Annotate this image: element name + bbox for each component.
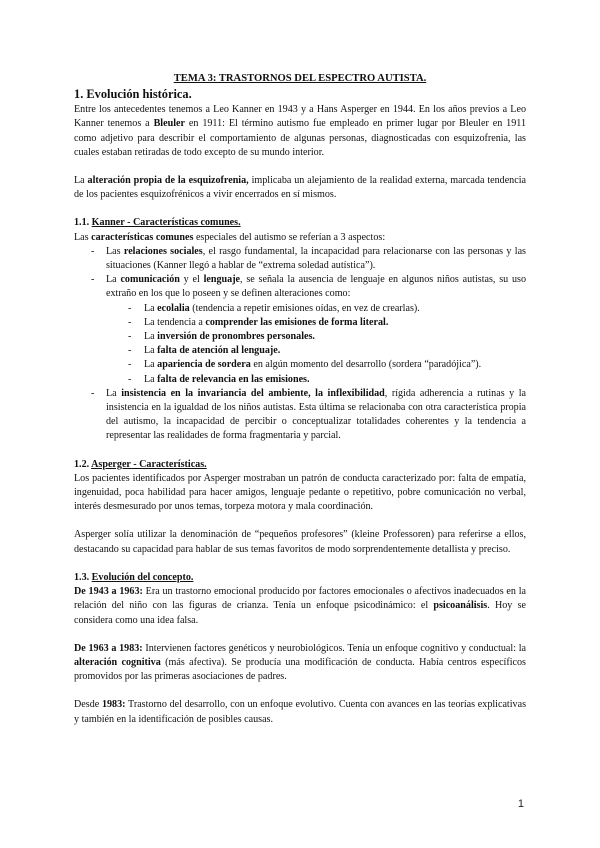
text: implicaba un alejamiento de la realidad externa, marcada tendencia de los pacientes esquizofrénicos a vivir encerrados en sí mismos. (74, 175, 526, 201)
characteristics-list-cont (74, 387, 526, 444)
paragraph: De 1943 a 1963: Era un trastorno emocional producido por factores emocionales o afectivos inadecuados en la relación del niño con las figuras de crianza. Tenía un enfoque psicodinámico: el psicoanálisis. Hoy se considera como una idea falsa. (74, 586, 526, 626)
paragraph (74, 174, 526, 202)
bold-text: características comunes (91, 231, 194, 243)
paragraph: Desde 1983: Trastorno del desarrollo, con un enfoque evolutivo. Cuenta con avances en las teorías explicativas y también en la identificación de posibles causas. (74, 699, 526, 725)
sub-list-item: - La apariencia de sordera en algún momento del desarrollo (sordera “paradójica”). (74, 358, 526, 372)
section-1-2-heading (74, 458, 526, 472)
bold-text: alteración propia de la esquizofrenia, (87, 175, 249, 187)
sub-list-item: - La falta de atención al lenguaje. (74, 344, 526, 358)
section-title: Asperger - Características. (91, 458, 207, 470)
sub-list (74, 302, 526, 387)
paragraph: Los pacientes identificados por Asperger mostraban un patrón de conducta caracterizado por: falta de empatía, ingenuidad, poca habilidad para hacer amigos, lenguaje pedante o repetitivo, pobre comunicación no verbal, interés desmesurado por unos temas, torpeza motora y mala coordinación. (74, 472, 526, 513)
paragraph: De 1963 a 1983: Intervienen factores genéticos y neurobiológicos. Tenía un enfoque cognitivo y conductual: la alteración cognitiva (más afectiva). Se producía una modificación de conducta. Había centros específicos promovidos por las primeras asociaciones de padres. (74, 642, 526, 683)
paragraph: Asperger solía utilizar la denominación de “pequeños profesores” (kleine Professoren) para referirse a ellos, destacando su capacidad para hablar de sus temas favoritos de modo sorprendentemente detallista y preciso. (74, 529, 526, 555)
sub-list-item: - La inversión de pronombres personales. (74, 330, 526, 344)
list-item: - La comunicación y el lenguaje, se señala la ausencia de lenguaje en algunos niños autistas, su uso extraño en los que lo poseen y se definen alteraciones como: (74, 273, 526, 301)
section-number: 1.1. (74, 217, 92, 229)
section-number: 1.3. (74, 571, 92, 583)
section-title: Evolución del concepto. (91, 571, 194, 583)
text: La (74, 175, 88, 187)
text: Las (74, 231, 92, 243)
paragraph (74, 103, 526, 160)
section-number: 1.2. (74, 458, 92, 470)
paragraph (74, 231, 526, 245)
characteristics-list (74, 245, 526, 302)
sub-list-item: - La ecolalia (tendencia a repetir emisiones oídas, en vez de crearlas). (74, 302, 526, 316)
text: en 1911: El término autismo fue empleado en primer lugar por Bleuler en 1911 como adjetivo para describir el comportamiento de algunas personas, diagnosticadas con esquizofrenia, las cuales estaban retiradas de todo excepto de su mundo interior. (74, 118, 526, 158)
section-1-1-heading (74, 216, 526, 230)
section-1-heading: 1. Evolución histórica. (74, 87, 192, 102)
text: Entre los antecedentes tenemos a Leo Kanner en 1943 y a Hans Asperger en 1944. En los años previos a Leo Kanner tenemos a (74, 104, 526, 130)
list-item: - La insistencia en la invariancia del ambiente, la inflexibilidad, rígida adherencia a rutinas y la insistencia en la igualdad de los niños autistas. Esta última se relacionaba con otra característica propia del autismo, la incapacidad de percibir o conceptualizar totalidades coherentes y la tendencia a representar las realidades de forma fragmentaria y parcial. (74, 387, 526, 444)
sub-list-item: - La tendencia a comprender las emisiones de forma literal. (74, 316, 526, 330)
document-title: TEMA 3: TRASTORNOS DEL ESPECTRO AUTISTA. (173, 73, 427, 84)
document-page (74, 72, 526, 727)
section-title: Kanner - Características comunes. (91, 217, 241, 229)
section-1-3-heading (74, 571, 526, 585)
sub-list-item: - La falta de relevancia en las emisiones. (74, 373, 526, 387)
text: especiales del autismo se referían a 3 aspectos: (193, 231, 386, 243)
list-item: - Las relaciones sociales, el rasgo fundamental, la incapacidad para relacionarse con las personas y las situaciones (Kanner llegó a hablar de “extrema soledad autística”). (74, 245, 526, 273)
page-number: 1 (517, 798, 524, 810)
bold-text: Bleuler (153, 118, 185, 130)
